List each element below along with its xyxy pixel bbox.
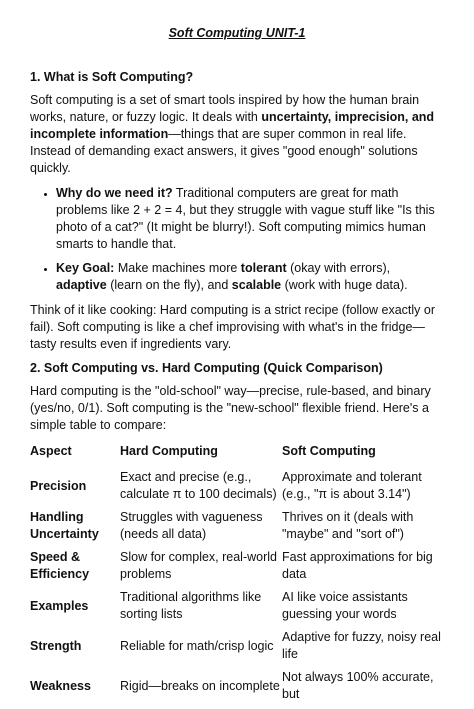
table-cell-hard: Exact and precise (e.g., calculate π to 100 decimals)	[120, 470, 277, 501]
table-cell-soft: Adaptive for fuzzy, noisy real life	[282, 630, 441, 661]
table-cell-aspect: Strength	[30, 638, 82, 653]
bullet-why-label: Why do we need it?	[56, 186, 173, 200]
bullet-goal-text: (work with huge data).	[281, 278, 408, 292]
bullet-goal	[56, 260, 444, 294]
table-cell-hard: Traditional algorithms like sorting lists	[120, 590, 262, 621]
section-2-intro: Hard computing is the "old-school" way—precise, rule-based, and binary (yes/no, 0/1). Soft computing is the "new-school" flexible friend. Here's a simple table to compare:	[30, 384, 431, 432]
column-header-aspect: Aspect	[30, 444, 72, 458]
bullet-goal-text: (learn on the fly), and	[106, 278, 232, 292]
intro-bold-text: uncertainty, imprecision, and incomplete information	[30, 110, 435, 141]
section-1-heading: 1. What is Soft Computing?	[30, 70, 194, 84]
comparison-table	[30, 442, 444, 709]
bullet-goal-bold: tolerant	[240, 261, 287, 275]
bullet-goal-text: (okay with errors),	[286, 261, 391, 275]
table-header-row	[30, 442, 444, 469]
table-row	[30, 669, 444, 709]
table-cell-aspect: Precision	[30, 478, 87, 493]
intro-text-end: —things that are super common in real life. Instead of demanding exact answers, it gives "good enough" solutions quickly.	[30, 127, 418, 175]
table-cell-soft: Approximate and tolerant (e.g., "π is about 3.14")	[282, 470, 422, 501]
section-1-bullets	[30, 185, 444, 294]
intro-text: Soft computing is a set of smart tools inspired by how the human brain works, nature, or fuzzy logic. It deals with	[30, 93, 420, 124]
table-row	[30, 549, 444, 589]
bullet-why	[56, 185, 444, 253]
table-row	[30, 509, 444, 549]
table-cell-soft: Thrives on it (deals with "maybe" and "sort of")	[282, 510, 414, 541]
table-cell-hard: Slow for complex, real-world problems	[120, 550, 277, 581]
column-header-soft: Soft Computing	[282, 444, 376, 458]
bullet-why-text: Traditional computers are great for math problems like 2 + 2 = 4, but they struggle with vague stuff like "Is this photo of a cat?" (It might be blurry!). Soft computing mimics human smarts to handle that.	[56, 186, 435, 251]
table-cell-soft: Fast approximations for big data	[282, 550, 433, 581]
table-cell-aspect: Weakness	[30, 678, 91, 693]
table-cell-aspect: Handling Uncertainty	[30, 510, 99, 541]
table-cell-hard: Struggles with vagueness (needs all data)	[120, 510, 263, 541]
table-row	[30, 469, 444, 509]
table-cell-aspect: Speed & Efficiency	[30, 550, 90, 581]
bullet-goal-bold: scalable	[231, 278, 282, 292]
bullet-goal-bold: adaptive	[56, 278, 107, 292]
document-title: Soft Computing UNIT-1	[168, 26, 306, 40]
section-2-heading: 2. Soft Computing vs. Hard Computing (Quick Comparison)	[30, 361, 383, 375]
table-cell-hard: Rigid—breaks on incomplete	[120, 678, 280, 693]
table-row	[30, 589, 444, 629]
table-cell-aspect: Examples	[30, 598, 89, 613]
bullet-goal-label: Key Goal:	[56, 261, 115, 275]
bullet-goal-text: Make machines more	[114, 261, 241, 275]
table-cell-soft: AI like voice assistants guessing your words	[282, 590, 408, 621]
table-row	[30, 629, 444, 669]
column-header-hard: Hard Computing	[120, 444, 218, 458]
section-1-intro	[30, 92, 444, 177]
table-cell-hard: Reliable for math/crisp logic	[120, 638, 274, 653]
analogy-paragraph: Think of it like cooking: Hard computing is a strict recipe (follow exactly or fail). Soft computing is like a chef improvising with what's in the fridge—tasty results even if ingredients vary.	[30, 303, 436, 351]
table-cell-soft: Not always 100% accurate, but	[282, 670, 434, 701]
